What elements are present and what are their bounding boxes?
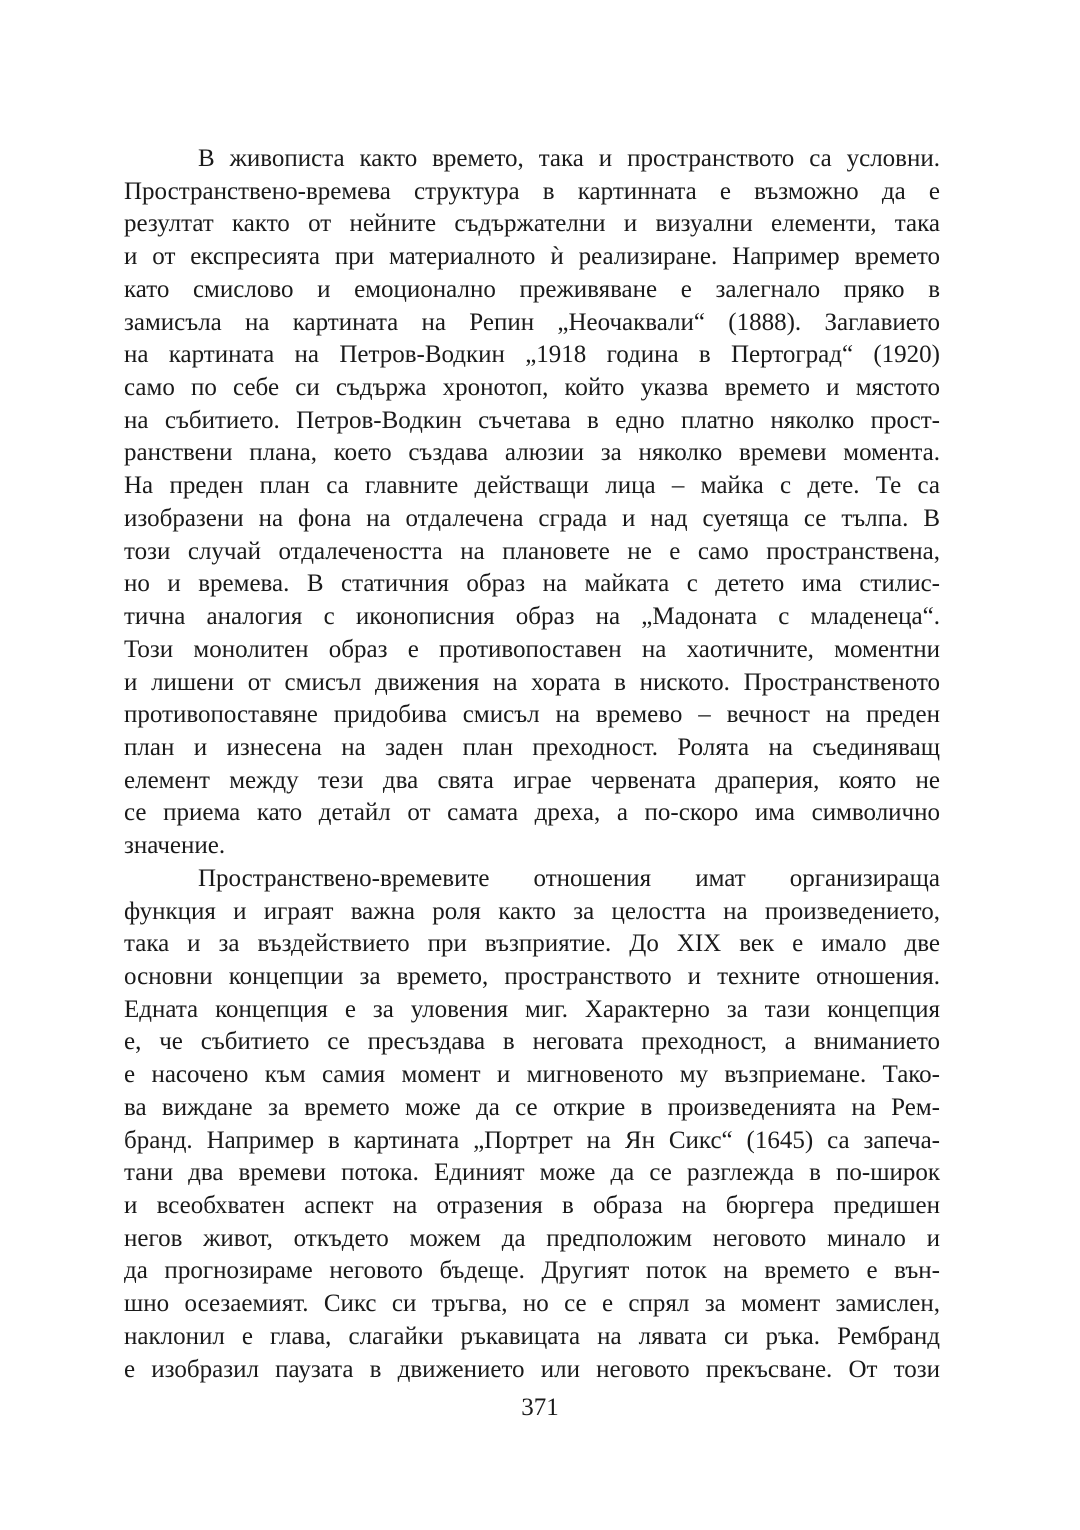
paragraph-line: и всеобхватен аспект на отразения в образа на бюргера предишен xyxy=(124,1192,940,1219)
paragraph-line: В живописта както времето, така и пространството са условни. xyxy=(198,145,940,172)
paragraph-line: като смислово и емоционално преживяване е залегнало пряко в xyxy=(124,275,940,303)
paragraph-line: на картината на Петров-Водкин „1918 година в Пертоград“ (1920) xyxy=(124,341,940,369)
paragraph-1 xyxy=(124,143,940,863)
paragraph-line: и лишени от смисъл движения на хората в ниското. Пространственото xyxy=(124,668,940,696)
paragraph-line: Пространствено-времева структура в картинната е възможно да е xyxy=(124,177,940,205)
paragraph-2 xyxy=(124,863,940,1387)
paragraph-line: На преден план са главните действащи лица – майка с дете. Те са xyxy=(124,472,940,500)
paragraph-line: ранствени плана, което създава алюзии за няколко времеви момента. xyxy=(124,439,940,467)
paragraph-line: значение. xyxy=(124,832,226,860)
paragraph-line: замисъла на картината на Репин „Неочаквали“ (1888). Заглавието xyxy=(124,308,940,336)
paragraph-line: така и за въздействието при възприятие. До XIX век е имало две xyxy=(124,930,940,958)
paragraph-line: ва виждане за времето може да се открие в произведенията на Рем- xyxy=(124,1093,940,1121)
paragraph-line: е, че събитието се пресъздава в неговата преходност, а вниманието xyxy=(124,1028,940,1056)
paragraph-line: бранд. Например в картината „Портрет на Ян Сикс“ (1645) са запеча- xyxy=(124,1126,940,1154)
paragraph-line: се приема като детайл от самата дреха, а по-скоро има символично xyxy=(124,799,940,827)
paragraph-line: този случай отдалечеността на плановете не е само пространствена, xyxy=(124,537,940,565)
paragraph-line: и от експресията при материалното ѝ реализиране. Например времето xyxy=(124,243,940,271)
paragraph-line: Пространствено-времевите отношения имат организираща xyxy=(198,864,940,892)
paragraph-line: е изобразил паузата в движението или неговото прекъсване. От този xyxy=(124,1355,940,1383)
paragraph-line: тани два времеви потока. Единият може да се разглежда в по-широк xyxy=(124,1159,940,1187)
body-text xyxy=(124,143,940,1386)
paragraph-line: но и времева. В статичния образ на майката с детето има стилис- xyxy=(124,570,940,598)
paragraph-line: резултат както от нейните съдържателни и визуални елементи, така xyxy=(124,210,940,238)
paragraph-line: Едната концепция е за уловения миг. Характерно за тази концепция xyxy=(124,995,940,1023)
paragraph-line: противопоставяне придобива смисъл на времево – вечност на преден xyxy=(124,701,940,729)
paragraph-line: негов живот, откъдето можем да предположим неговото минало и xyxy=(124,1224,940,1252)
paragraph-line: тична аналогия с иконописния образ на „Мадоната с младенеца“. xyxy=(124,603,940,631)
paragraph-line: елемент между тези два свята играе червената драперия, която не xyxy=(124,766,940,794)
paragraph-line: основни концепции за времето, пространството и техните отношения. xyxy=(124,962,940,990)
paragraph-line: Този монолитен образ е противопоставен на хаотичните, моментни xyxy=(124,635,940,663)
paragraph-line: функция и играят важна роля както за целостта на произведението, xyxy=(124,897,940,925)
paragraph-line: да прогнозираме неговото бъдеще. Другият поток на времето е вън- xyxy=(124,1257,940,1285)
paragraph-line: наклонил е глава, слагайки ръкавицата на лявата си ръка. Рембранд xyxy=(124,1322,940,1350)
paragraph-line: изобразени на фона на отдалечена сграда и над суетяща се тълпа. В xyxy=(124,504,940,532)
page-number: 371 xyxy=(521,1394,559,1421)
paragraph-line: план и изнесена на заден план преходност. Ролята на съединяващ xyxy=(124,733,940,761)
paragraph-line: шно осезаемият. Сикс си тръгва, но се е спрял за момент замислен, xyxy=(124,1290,940,1318)
paragraph-line: само по себе си съдържа хронотоп, който указва времето и мястото xyxy=(124,374,940,402)
paragraph-line: е насочено към самия момент и мигновеното му възприемане. Тако- xyxy=(124,1061,940,1089)
paragraph-line: на събитието. Петров-Водкин съчетава в едно платно няколко прост- xyxy=(124,406,940,434)
